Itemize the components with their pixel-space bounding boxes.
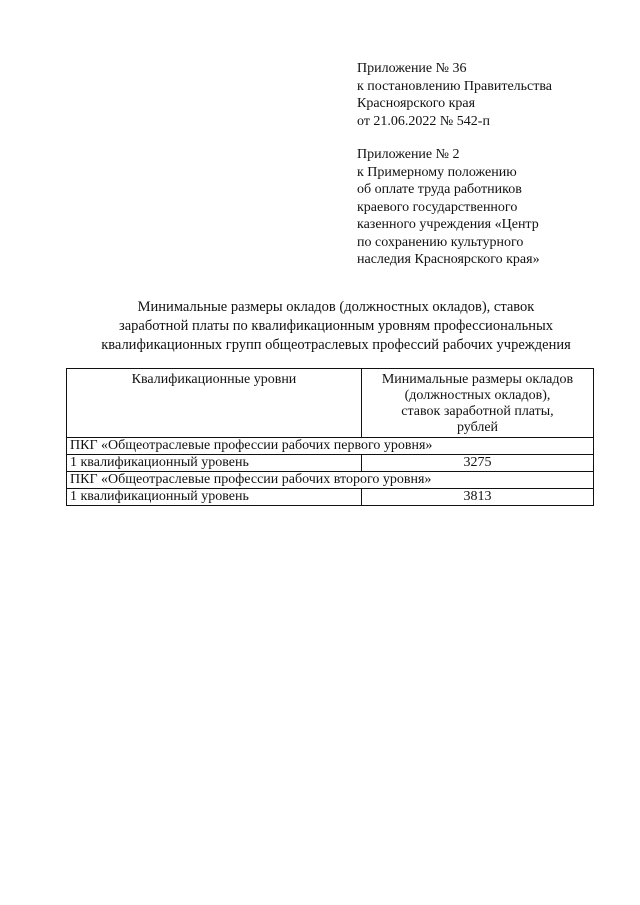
table-row: [67, 455, 594, 472]
salary-table: [66, 368, 594, 506]
group-title-cell: ПКГ «Общеотраслевые профессии рабочих второго уровня»: [67, 472, 594, 489]
appendix-2-line: казенного учреждения «Центр: [357, 217, 539, 232]
amount-cell: 3275: [362, 455, 594, 472]
appendix-2-line: по сохранению культурного: [357, 234, 524, 250]
table-header-row: [67, 369, 594, 438]
title-line: заработной платы по квалификационным уровням профессиональных: [118, 318, 553, 334]
header-qualification-levels: Квалификационные уровни: [67, 369, 362, 438]
appendix-36-line: Приложение № 36: [357, 61, 467, 76]
appendix-2-line: об оплате труда работников: [357, 182, 522, 197]
title-line: квалификационных групп общеотраслевых профессий рабочих учреждения: [101, 337, 571, 353]
level-cell: 1 квалификационный уровень: [67, 455, 362, 472]
table-row: [67, 489, 594, 506]
appendix-36-block: [357, 60, 627, 130]
appendix-36-line: от 21.06.2022 № 542-п: [357, 113, 490, 129]
group-title-cell: ПКГ «Общеотраслевые профессии рабочих первого уровня»: [67, 438, 594, 455]
table-group-row: [67, 438, 594, 455]
level-cell: 1 квалификационный уровень: [67, 489, 362, 506]
appendix-2-line: Приложение № 2: [357, 147, 460, 162]
appendix-2-line: краевого государственного: [357, 199, 518, 215]
header-min-salary-line: (должностных окладов),: [404, 388, 551, 403]
appendix-2-line: наследия Красноярского края»: [357, 252, 540, 267]
appendix-2-line: к Примерному положению: [357, 164, 517, 180]
appendix-2-block: [357, 146, 627, 269]
document-title: [60, 298, 612, 355]
title-line: Минимальные размеры окладов (должностных окладов), ставок: [137, 299, 535, 315]
table-group-row: [67, 472, 594, 489]
header-min-salary-line: рублей: [456, 420, 499, 435]
appendix-36-line: Красноярского края: [357, 96, 476, 111]
header-min-salary-line: Минимальные размеры окладов: [381, 372, 574, 387]
appendix-36-line: к постановлению Правительства: [357, 78, 553, 94]
header-min-salary-line: ставок заработной платы,: [401, 404, 554, 419]
amount-cell: 3813: [362, 489, 594, 506]
header-min-salary: [362, 369, 594, 438]
